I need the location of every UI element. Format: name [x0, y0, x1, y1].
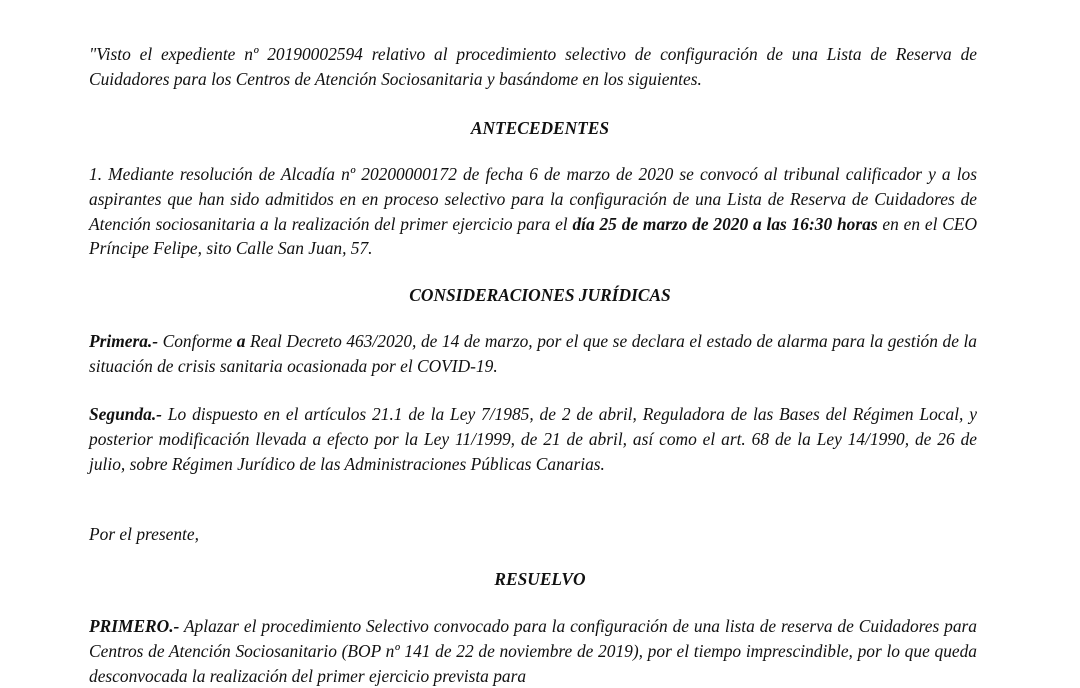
primero-label: PRIMERO.- [89, 616, 180, 636]
primera-bold-a: a [236, 331, 246, 351]
por-el-presente: Por el presente, [89, 524, 199, 544]
heading-consideraciones: CONSIDERACIONES JURÍDICAS [409, 285, 671, 305]
antecedente-1-text: 1. Mediante resolución de Alcadía nº 20200000172 de fecha 6 de marzo de 2020 se convocó al tribunal calificador y a los aspirantes que han sido admitidos en en proceso selectivo para la configuración de una Lista de Reserva de Cuidadores de Atención sociosanitaria a la realización del primer ejercicio para el [89, 164, 977, 234]
primero-text: Aplazar el procedimiento Selectivo convocado para la configuración de una lista de reserva de Cuidadores para Centros de Atención Sociosanitario (BOP nº 141 de 22 de noviembre de 2019), por el tiempo imprescindible, por lo que queda desconvocada la realización del primer ejercicio prevista para [89, 616, 977, 686]
antecedente-1-paragraph [89, 162, 977, 261]
antecedente-1-text-end: en en el CEO Príncipe Felipe, sito Calle San Juan, 57. [89, 213, 977, 259]
segunda-text: Lo dispuesto en el artículos 21.1 de la Ley 7/1985, de 2 de abril, Reguladora de las Bases del Régimen Local, y posterior modificación llevada a efecto por la Ley 11/1999, de 21 de abril, así como el art. 68 de la Ley 14/1990, de 26 de julio, sobre Régimen Jurídico de las Administraciones Públicas Canarias. [89, 404, 977, 474]
segunda-paragraph [89, 402, 977, 476]
primera-label: Primera.- [89, 331, 159, 351]
primera-text-2: Real Decreto 463/2020, de 14 de marzo, por el que se declara el estado de alarma para la gestión de la situación de crisis sanitaria ocasionada por el COVID-19. [89, 331, 977, 376]
antecedente-1-date-bold: día 25 de marzo de 2020 a las 16:30 horas [572, 213, 878, 234]
heading-resuelvo: RESUELVO [494, 569, 586, 589]
heading-antecedentes: ANTECEDENTES [470, 118, 610, 138]
primera-text-1: Conforme [158, 331, 237, 351]
segunda-label: Segunda.- [89, 404, 162, 424]
primera-paragraph [89, 329, 977, 379]
intro-text: "Visto el expediente nº 20190002594 relativo al procedimiento selectivo de configuración de una Lista de Reserva de Cuidadores para los Centros de Atención Sociosanitaria y basándome en los siguientes. [89, 44, 977, 89]
primero-paragraph [89, 614, 977, 688]
intro-paragraph [89, 42, 977, 92]
